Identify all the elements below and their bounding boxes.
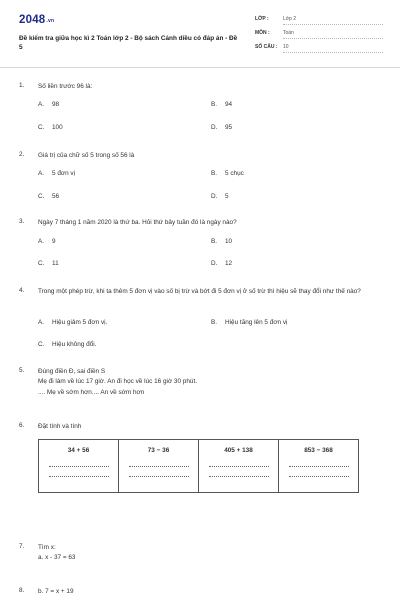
site-logo[interactable]: 2048.vn	[19, 14, 55, 26]
meta-label: LỚP :	[255, 16, 269, 22]
meta-value: 10	[283, 44, 383, 53]
question-number: 6.	[19, 422, 25, 429]
question-text: Trong một phép trừ, khi ta thêm 5 đơn vị vào số bị trừ và bớt đi 5 đơn vị ở số trừ thì hiệu sẽ thay đổi như thế nào?	[38, 288, 361, 295]
option-c[interactable]: C. 11	[38, 260, 59, 267]
answer-line	[129, 463, 189, 467]
option-b[interactable]: B. Hiệu tăng lên 5 đơn vị	[211, 319, 288, 326]
answer-line	[129, 473, 189, 477]
meta-label: SỐ CÂU :	[255, 44, 278, 50]
answer-line	[209, 463, 269, 467]
option-b[interactable]: B. 94	[211, 101, 233, 108]
question-text: b. 7 = x + 19	[38, 588, 74, 595]
answer-line	[49, 473, 109, 477]
question-line: .... Mẹ về sớm hơn.... An về sớm hơn	[38, 389, 145, 396]
option-a[interactable]: A. 9	[38, 238, 56, 245]
option-c[interactable]: C. 100	[38, 124, 63, 131]
question-6	[19, 422, 381, 434]
question-number: 8.	[19, 587, 25, 594]
question-7	[19, 543, 381, 565]
answer-line	[209, 473, 269, 477]
option-c[interactable]: C. 56	[38, 193, 60, 200]
meta-value: Toán	[283, 30, 383, 39]
question-text: Đặt tính và tính	[38, 423, 82, 430]
question-text: Ngày 7 tháng 1 năm 2020 là thứ ba. Hỏi thứ bảy tuần đó là ngày nào?	[38, 219, 237, 226]
question-number: 7.	[19, 543, 25, 550]
option-a[interactable]: A. Hiệu giảm 5 đơn vị.	[38, 319, 108, 326]
meta-info	[255, 16, 383, 58]
answer-line	[289, 473, 349, 477]
calc-expression: 853 − 368	[304, 447, 333, 454]
meta-label: MÔN :	[255, 30, 270, 36]
meta-value: Lớp 2	[283, 16, 383, 25]
question-text: Giá trị của chữ số 5 trong số 56 là	[38, 152, 135, 159]
calc-cell[interactable]	[279, 440, 359, 493]
question-3	[19, 218, 381, 273]
calc-cell[interactable]	[39, 440, 119, 493]
question-5	[19, 367, 381, 403]
answer-line	[289, 463, 349, 467]
option-a[interactable]: A. 98	[38, 101, 60, 108]
calc-expression: 73 − 36	[147, 447, 170, 454]
question-number: 3.	[19, 218, 25, 225]
question-4	[19, 287, 381, 352]
question-number: 1.	[19, 82, 25, 89]
calculation-table	[38, 439, 359, 493]
calc-cell[interactable]	[199, 440, 279, 493]
meta-row-count	[255, 44, 383, 58]
option-c[interactable]: C. Hiệu không đổi.	[38, 341, 97, 348]
option-b[interactable]: B. 10	[211, 238, 233, 245]
document-header	[0, 0, 400, 68]
question-text: Tìm x:	[38, 544, 56, 551]
calc-expression: 34 + 56	[67, 447, 90, 454]
question-2	[19, 151, 381, 206]
answer-line	[49, 463, 109, 467]
calc-cell[interactable]	[119, 440, 199, 493]
question-text: Đúng điền Đ, sai điền S	[38, 368, 106, 375]
question-line: Mẹ đi làm về lúc 17 giờ. An đi học về lúc 16 giờ 30 phút.	[38, 378, 198, 385]
option-d[interactable]: D. 12	[211, 260, 233, 267]
meta-row-subject	[255, 30, 383, 44]
question-number: 4.	[19, 287, 25, 294]
question-number: 5.	[19, 367, 25, 374]
question-text: Số liền trước 96 là:	[38, 83, 93, 90]
meta-row-class	[255, 16, 383, 30]
option-d[interactable]: D. 5	[211, 193, 229, 200]
question-8	[19, 587, 381, 598]
option-d[interactable]: D. 95	[211, 124, 233, 131]
document-title: Đề kiểm tra giữa học kì 2 Toán lớp 2 - Bộ sách Cánh diều có đáp án - Đề 5	[19, 35, 238, 51]
option-b[interactable]: B. 5 chục	[211, 170, 244, 177]
option-a[interactable]: A. 5 đơn vị	[38, 170, 76, 177]
question-line: a. x - 37 = 63	[38, 554, 76, 561]
calc-expression: 405 + 138	[224, 447, 253, 454]
question-number: 2.	[19, 151, 25, 158]
question-1	[19, 82, 381, 137]
